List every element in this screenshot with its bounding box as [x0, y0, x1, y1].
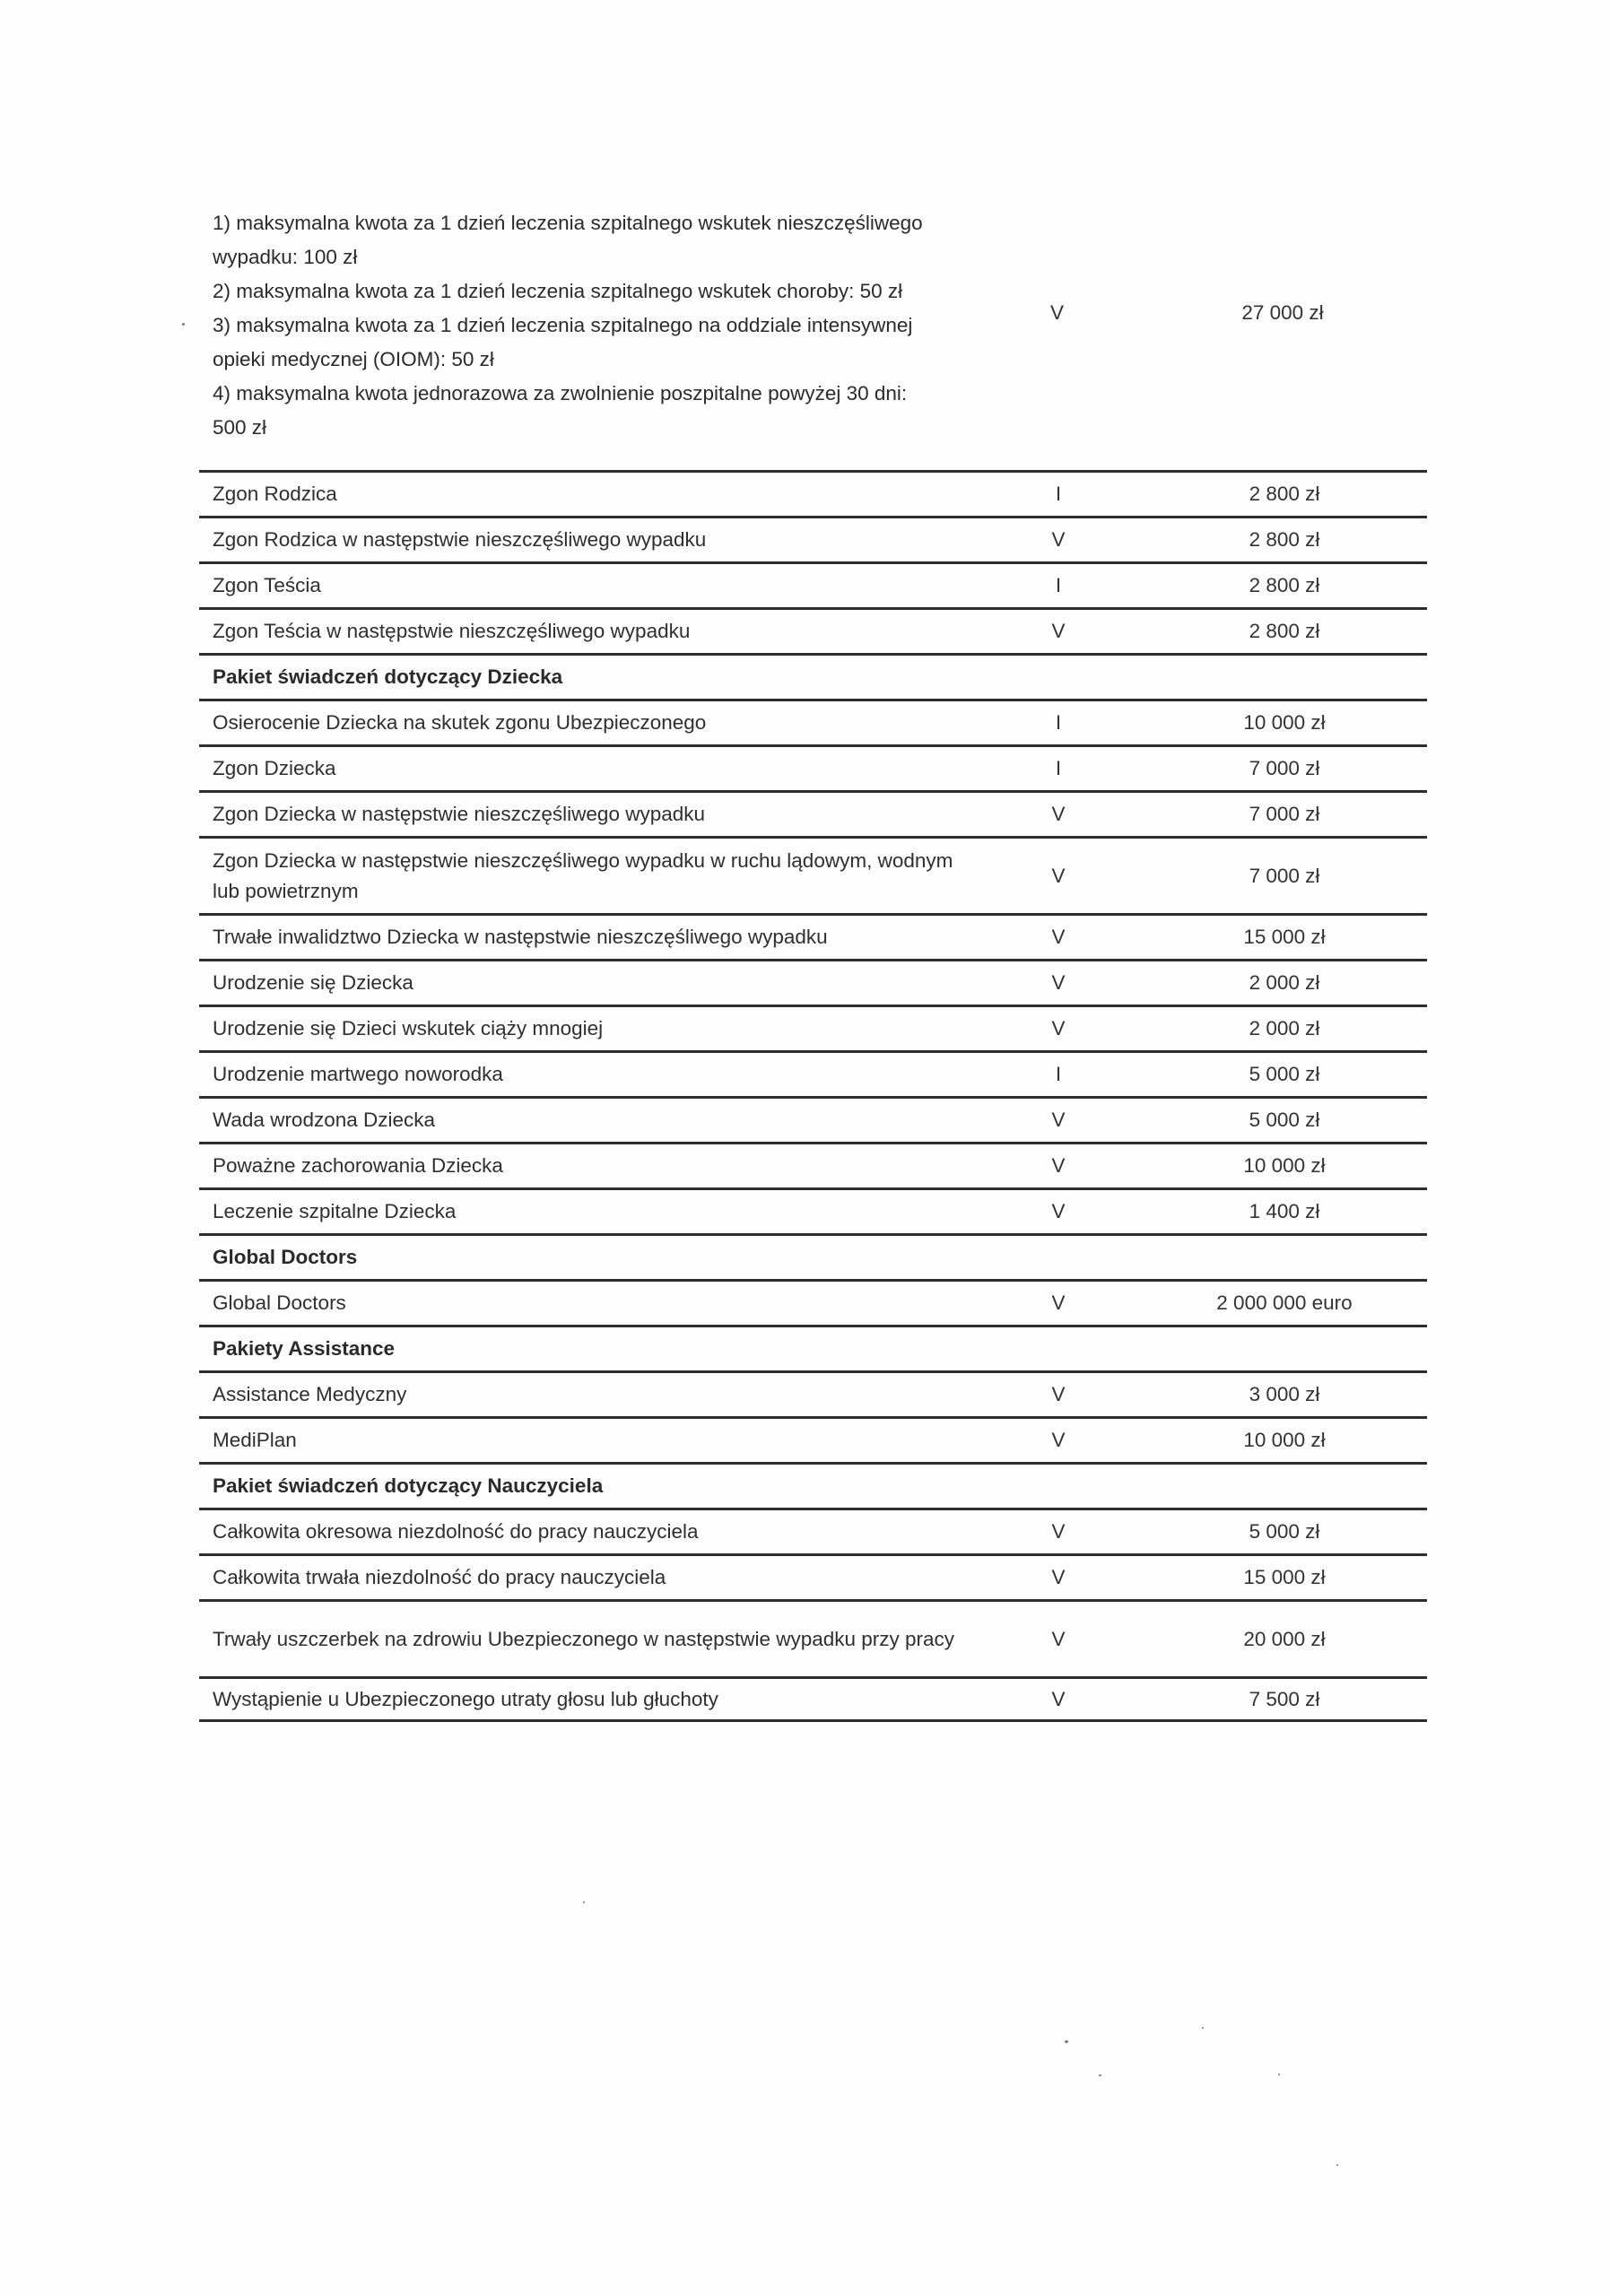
benefit-row	[199, 1279, 1427, 1325]
benefit-check-mark: I	[1055, 483, 1062, 505]
scan-speck	[1202, 2027, 1204, 2029]
scan-speck	[1336, 2164, 1338, 2166]
benefit-name: Zgon Rodzica w następstwie nieszczęśliwego wypadku	[213, 528, 707, 551]
benefit-name: MediPlan	[213, 1429, 297, 1451]
benefit-row	[199, 1676, 1427, 1722]
benefit-row	[199, 744, 1427, 790]
benefit-name: Urodzenie się Dzieci wskutek ciąży mnogiej	[213, 1017, 604, 1039]
benefit-check-mark: V	[1051, 926, 1066, 948]
benefit-row	[199, 790, 1427, 836]
benefit-sum-insured: 7 500 zł	[1249, 1687, 1320, 1710]
benefit-sum-insured: 1 400 zł	[1249, 1200, 1320, 1222]
scan-speck	[182, 323, 185, 326]
benefit-row	[199, 836, 1427, 913]
benefit-check-mark: I	[1055, 1063, 1062, 1085]
benefit-name: Zgon Dziecka w następstwie nieszczęśliwego wypadku w ruchu lądowym, wodnym lub powietrznym	[213, 848, 953, 902]
benefit-check-mark: V	[1051, 864, 1066, 887]
benefit-sum-insured: 2 800 zł	[1249, 483, 1320, 505]
benefit-name: Global Doctors	[213, 1292, 346, 1314]
benefit-sum-insured: 5 000 zł	[1249, 1063, 1320, 1085]
section-header-row	[199, 653, 1427, 699]
benefit-name: Osierocenie Dziecka na skutek zgonu Ubezpieczonego	[213, 711, 707, 734]
benefit-sum-insured: 10 000 zł	[1243, 1429, 1326, 1451]
benefit-check-mark: V	[1051, 1154, 1066, 1177]
benefit-check-mark: V	[1051, 1520, 1066, 1543]
scan-speck	[1065, 2040, 1068, 2043]
benefit-sum-insured: 2 000 zł	[1249, 1017, 1320, 1039]
benefit-name: Assistance Medyczny	[213, 1383, 407, 1405]
benefit-check-mark: V	[1051, 1687, 1066, 1710]
limit-line: 4) maksymalna kwota jednorazowa za zwolnienie poszpitalne powyżej 30 dni:	[213, 382, 908, 404]
benefit-sum-insured: 2 800 zł	[1249, 620, 1320, 642]
benefit-row	[199, 470, 1427, 516]
benefit-row	[199, 1370, 1427, 1416]
benefit-sum-insured: 2 800 zł	[1249, 528, 1320, 551]
section-header-row	[199, 1462, 1427, 1508]
benefit-check-mark: V	[1051, 1200, 1066, 1222]
benefit-check-mark: V	[1051, 1292, 1066, 1314]
benefit-row	[199, 1142, 1427, 1187]
scan-speck	[1099, 2074, 1101, 2076]
benefits-table	[199, 470, 1427, 1722]
benefit-sum-insured: 15 000 zł	[1243, 1566, 1326, 1588]
benefit-name: Wada wrodzona Dziecka	[213, 1109, 436, 1131]
benefit-sum-insured: 3 000 zł	[1249, 1383, 1320, 1405]
benefit-sum-insured: 5 000 zł	[1249, 1520, 1320, 1543]
benefit-row	[199, 959, 1427, 1004]
benefit-name: Trwały uszczerbek na zdrowiu Ubezpieczonego w następstwie wypadku przy pracy	[213, 1627, 955, 1650]
benefit-sum-insured: 7 000 zł	[1249, 757, 1320, 779]
benefit-name: Zgon Teścia	[213, 574, 321, 596]
benefit-check-mark: V	[1051, 803, 1066, 825]
benefit-check-mark: I	[1055, 574, 1062, 596]
hospital-limits-list	[213, 206, 1002, 445]
scan-speck	[583, 1901, 585, 1903]
limit-line: 1) maksymalna kwota za 1 dzień leczenia szpitalnego wskutek nieszczęśliwego	[213, 212, 923, 234]
benefit-row	[199, 561, 1427, 607]
benefit-row	[199, 1553, 1427, 1599]
benefit-name: Zgon Dziecka	[213, 757, 336, 779]
limit-line: opieki medycznej (OIOM): 50 zł	[213, 348, 494, 370]
benefit-name: Wystąpienie u Ubezpieczonego utraty głosu lub głuchoty	[213, 1687, 718, 1710]
benefit-check-mark: V	[1051, 528, 1066, 551]
benefit-check-mark: V	[1051, 1429, 1066, 1451]
limit-line: 500 zł	[213, 416, 267, 439]
benefit-sum-insured: 2 000 zł	[1249, 971, 1320, 994]
benefit-row	[199, 699, 1427, 744]
benefit-row	[199, 607, 1427, 653]
benefit-name: Zgon Rodzica	[213, 483, 337, 505]
scan-speck	[1278, 2074, 1280, 2075]
benefit-sum-insured: 10 000 zł	[1243, 1154, 1326, 1177]
limit-line: wypadku: 100 zł	[213, 246, 358, 268]
benefit-check-mark: I	[1055, 757, 1062, 779]
benefit-name: Leczenie szpitalne Dziecka	[213, 1200, 457, 1222]
benefit-name: Całkowita okresowa niezdolność do pracy nauczyciela	[213, 1520, 699, 1543]
section-title: Pakiet świadczeń dotyczący Nauczyciela	[213, 1474, 604, 1497]
section-header-row	[199, 1233, 1427, 1279]
benefit-check-mark: V	[1051, 620, 1066, 642]
intro-check-mark: V	[1050, 301, 1065, 324]
section-title: Pakiet świadczeń dotyczący Dziecka	[213, 665, 563, 688]
section-title: Global Doctors	[213, 1246, 358, 1268]
benefit-name: Całkowita trwała niezdolność do pracy nauczyciela	[213, 1566, 666, 1588]
benefit-row	[199, 1187, 1427, 1233]
benefit-sum-insured: 2 000 000 euro	[1216, 1292, 1353, 1314]
benefit-row	[199, 1096, 1427, 1142]
benefit-sum-insured: 5 000 zł	[1249, 1109, 1320, 1131]
section-header-row	[199, 1325, 1427, 1370]
benefit-sum-insured: 2 800 zł	[1249, 574, 1320, 596]
benefit-check-mark: I	[1055, 711, 1062, 734]
benefit-row	[199, 1416, 1427, 1462]
benefit-sum-insured: 20 000 zł	[1243, 1627, 1326, 1650]
benefit-row	[199, 516, 1427, 561]
benefit-name: Zgon Teścia w następstwie nieszczęśliwego wypadku	[213, 620, 691, 642]
intro-sum-insured: 27 000 zł	[1241, 301, 1324, 324]
benefit-check-mark: V	[1051, 1383, 1066, 1405]
benefit-name: Urodzenie się Dziecka	[213, 971, 413, 994]
benefit-name: Urodzenie martwego noworodka	[213, 1063, 503, 1085]
benefit-row	[199, 1508, 1427, 1553]
benefit-check-mark: V	[1051, 1109, 1066, 1131]
benefit-sum-insured: 7 000 zł	[1249, 864, 1320, 887]
benefit-check-mark: V	[1051, 1017, 1066, 1039]
benefit-sum-insured: 10 000 zł	[1243, 711, 1326, 734]
benefit-check-mark: V	[1051, 1627, 1066, 1650]
benefit-name: Trwałe inwalidztwo Dziecka w następstwie nieszczęśliwego wypadku	[213, 926, 828, 948]
benefit-sum-insured: 7 000 zł	[1249, 803, 1320, 825]
limit-line: 3) maksymalna kwota za 1 dzień leczenia szpitalnego na oddziale intensywnej	[213, 314, 913, 336]
benefit-row	[199, 1599, 1427, 1676]
benefit-row	[199, 1050, 1427, 1096]
benefit-name: Poważne zachorowania Dziecka	[213, 1154, 503, 1177]
limit-line: 2) maksymalna kwota za 1 dzień leczenia szpitalnego wskutek choroby: 50 zł	[213, 280, 903, 302]
section-title: Pakiety Assistance	[213, 1337, 396, 1360]
benefit-check-mark: V	[1051, 1566, 1066, 1588]
benefit-check-mark: V	[1051, 971, 1066, 994]
benefit-row	[199, 913, 1427, 959]
benefit-sum-insured: 15 000 zł	[1243, 926, 1326, 948]
benefit-name: Zgon Dziecka w następstwie nieszczęśliwego wypadku	[213, 803, 706, 825]
benefit-row	[199, 1004, 1427, 1050]
